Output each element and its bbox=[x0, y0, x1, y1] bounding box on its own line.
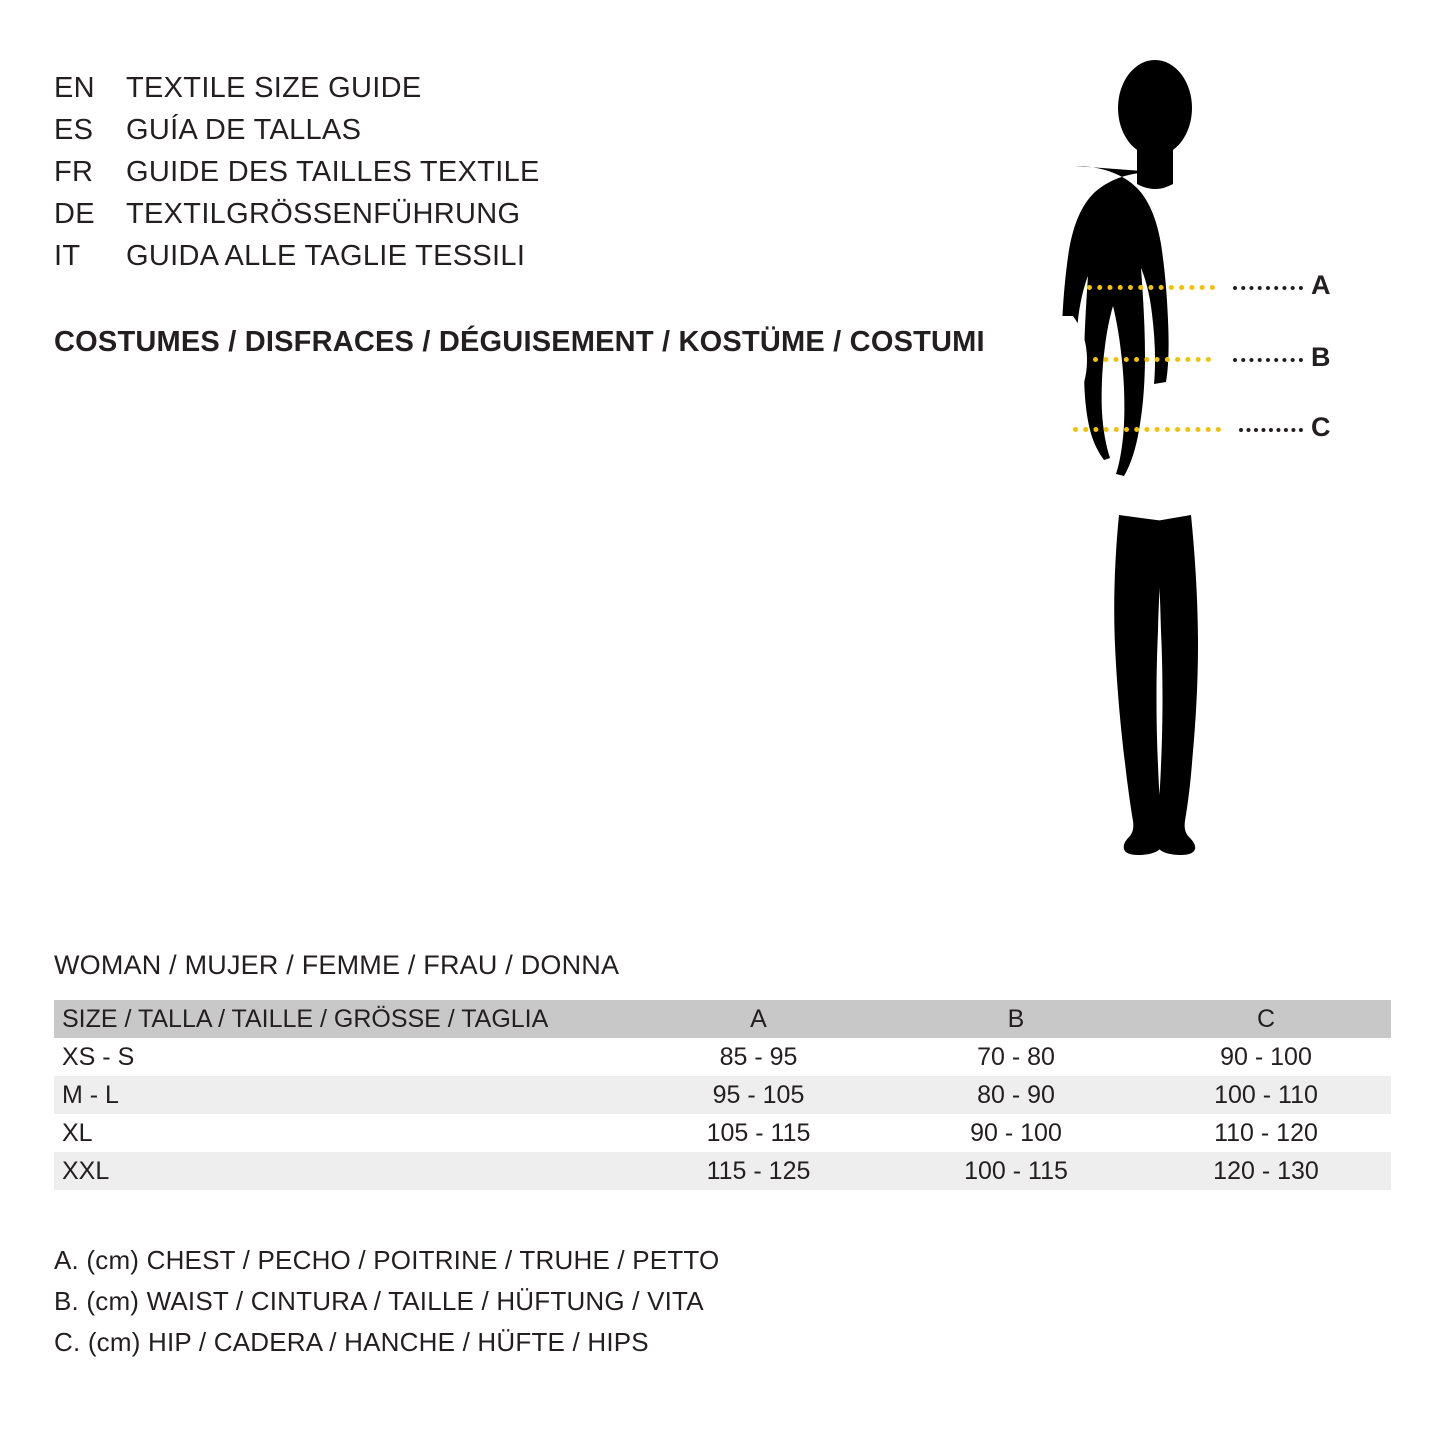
language-row-es bbox=[54, 114, 1004, 156]
language-code: IT bbox=[54, 240, 81, 272]
legend-row-b: B. (cm) WAIST / CINTURA / TAILLE / HÜFTUNG / VITA bbox=[54, 1286, 704, 1316]
language-row-de bbox=[54, 198, 1004, 240]
language-text: TEXTILE SIZE GUIDE bbox=[126, 72, 422, 104]
hip-measure-line bbox=[1073, 427, 1221, 432]
language-code: DE bbox=[54, 198, 95, 230]
chest-leader-line bbox=[1233, 286, 1303, 290]
language-text: GUÍA DE TALLAS bbox=[126, 114, 362, 146]
woman-silhouette-icon bbox=[1015, 60, 1375, 890]
cell-hip: 120 - 130 bbox=[1213, 1156, 1319, 1185]
marker-label-a: A bbox=[1311, 270, 1331, 300]
cell-size: XL bbox=[62, 1118, 93, 1147]
female-silhouette-figure bbox=[1015, 60, 1375, 890]
cell-hip: 90 - 100 bbox=[1220, 1042, 1312, 1071]
language-text: GUIDA ALLE TAGLIE TESSILI bbox=[126, 240, 526, 272]
cell-hip: 100 - 110 bbox=[1214, 1080, 1318, 1109]
hip-leader-line bbox=[1239, 428, 1303, 432]
legend-row-c: C. (cm) HIP / CADERA / HANCHE / HÜFTE / HIPS bbox=[54, 1327, 649, 1357]
language-list bbox=[54, 72, 1004, 282]
table-title: WOMAN / MUJER / FEMME / FRAU / DONNA bbox=[54, 950, 620, 980]
table-row bbox=[54, 1114, 1391, 1152]
category-heading: COSTUMES / DISFRACES / DÉGUISEMENT / KOSTÜME / COSTUMI bbox=[54, 326, 985, 358]
table-header-size: SIZE / TALLA / TAILLE / GRÖSSE / TAGLIA bbox=[62, 1004, 549, 1033]
legend-row-a: A. (cm) CHEST / PECHO / POITRINE / TRUHE / PETTO bbox=[54, 1245, 720, 1275]
language-code: EN bbox=[54, 72, 95, 104]
cell-chest: 85 - 95 bbox=[719, 1042, 798, 1071]
cell-chest: 115 - 125 bbox=[706, 1156, 811, 1185]
language-text: GUIDE DES TAILLES TEXTILE bbox=[126, 156, 540, 188]
chest-measure-line bbox=[1087, 285, 1215, 290]
table-row bbox=[54, 1038, 1391, 1076]
marker-label-b: B bbox=[1311, 342, 1331, 372]
measurement-legend bbox=[54, 1245, 719, 1368]
table-row bbox=[54, 1152, 1391, 1190]
cell-size: XXL bbox=[62, 1156, 110, 1185]
cell-chest: 105 - 115 bbox=[706, 1118, 811, 1147]
language-code: ES bbox=[54, 114, 94, 146]
language-row-fr bbox=[54, 156, 1004, 198]
cell-waist: 70 - 80 bbox=[977, 1042, 1055, 1071]
cell-chest: 95 - 105 bbox=[712, 1080, 805, 1109]
cell-waist: 100 - 115 bbox=[964, 1156, 1068, 1185]
size-table bbox=[54, 1000, 1391, 1190]
waist-measure-line bbox=[1093, 357, 1211, 362]
language-row-it bbox=[54, 240, 1004, 282]
table-header-a: A bbox=[750, 1004, 767, 1033]
marker-label-c: C bbox=[1311, 412, 1331, 442]
language-row-en bbox=[54, 72, 1004, 114]
language-text: TEXTILGRÖSSENFÜHRUNG bbox=[126, 198, 521, 230]
cell-size: XS - S bbox=[62, 1042, 135, 1071]
table-header-row bbox=[54, 1000, 1391, 1038]
cell-size: M - L bbox=[62, 1080, 119, 1109]
cell-waist: 80 - 90 bbox=[977, 1080, 1055, 1109]
table-header-b: B bbox=[1007, 1004, 1025, 1033]
table-row bbox=[54, 1076, 1391, 1114]
waist-leader-line bbox=[1233, 358, 1303, 362]
language-code: FR bbox=[54, 156, 94, 188]
table-header-c: C bbox=[1256, 1004, 1276, 1033]
cell-hip: 110 - 120 bbox=[1214, 1118, 1318, 1147]
cell-waist: 90 - 100 bbox=[970, 1118, 1062, 1147]
